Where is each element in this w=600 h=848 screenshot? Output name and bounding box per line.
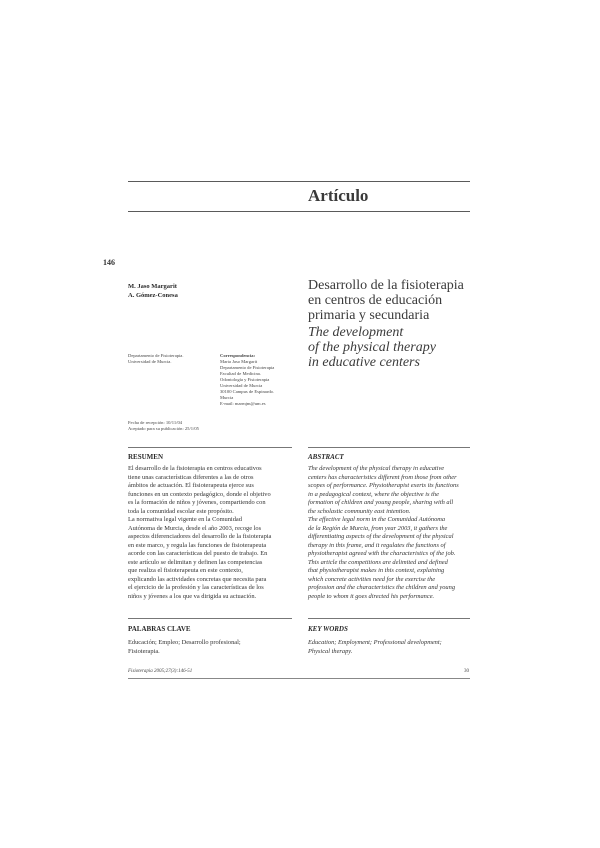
- text-line: explicando las actividades concretas que necesita para: [128, 575, 267, 583]
- correspondence-heading: Correspondencia:: [220, 353, 256, 358]
- text-line: This article the competitions are delimited and defined: [308, 558, 448, 566]
- author-name: M. Jaso Margarit: [128, 283, 177, 290]
- text-line: Fisioterapia.: [128, 647, 160, 655]
- resumen-rule: [128, 447, 292, 448]
- text-line: niños y jóvenes a los que va dirigida su actuación.: [128, 592, 257, 600]
- correspondence-line: Universidad de Murcia: [220, 383, 263, 388]
- abstract-text: [308, 465, 459, 601]
- correspondence-line: Murcia: [220, 395, 234, 400]
- text-line: formation of children and young people, sharing with all: [308, 499, 454, 506]
- text-line: Educación; Empleo; Desarrollo profesional;: [128, 639, 241, 646]
- key-words-text: [308, 639, 442, 656]
- correspondence-block: [220, 353, 274, 407]
- text-line: Autónoma de Murcia, desde el año 2003, recoge los: [128, 524, 262, 532]
- text-line: es la formación de niños y jóvenes, compartiendo con: [128, 499, 266, 506]
- text-line: profession and the characteristics the children and young: [308, 584, 456, 591]
- footer-citation: Fisioterapia 2005;27(3):146-51: [128, 669, 193, 674]
- abstract-rule: [308, 447, 470, 448]
- page-number: 146: [103, 258, 115, 267]
- affiliation: [128, 353, 184, 365]
- key-words-heading: KEY WORDS: [308, 625, 348, 633]
- text-line: centers has characteristics different from those from other: [308, 473, 457, 481]
- text-line: Physical therapy.: [308, 647, 353, 655]
- title-line: primaria y secundaria: [308, 308, 430, 323]
- text-line: scopes of performance. Physiotherapist exerts its functions: [308, 482, 459, 489]
- footer-rule: [128, 678, 470, 679]
- article-title-spanish: [308, 278, 464, 323]
- correspondence-line: Facultad de Medicina.: [220, 371, 261, 376]
- received-date: Fecha de recepción: 10/11/04: [128, 420, 183, 425]
- correspondence-email[interactable]: E-mail: marmjm@um.es: [220, 401, 266, 406]
- palabras-clave-rule: [128, 618, 292, 619]
- text-line: el ejercicio de la profesión y las características de los: [128, 584, 264, 591]
- text-line: which concrete activities need for the exercise the: [308, 575, 436, 583]
- text-line: funciones en un contexto pedagógico, donde el objetivo: [128, 490, 271, 498]
- footer-page-number: 30: [464, 669, 469, 674]
- title-line: The development: [308, 325, 404, 340]
- text-line: therapy in this frame, and it regulates the functions of: [308, 541, 446, 549]
- palabras-clave-heading: PALABRAS CLAVE: [128, 625, 191, 633]
- correspondence-line: 30100 Campus de Espinardo.: [220, 389, 275, 394]
- title-line: in educative centers: [308, 355, 420, 370]
- text-line: de la Región de Murcia, from year 2003, it gathers the: [308, 524, 448, 532]
- text-line: in a pedagogical context, where the objective is the: [308, 490, 439, 498]
- title-line: of the physical therapy: [308, 340, 436, 355]
- text-line: physiotherapist agreed with the characteristics of the job.: [308, 550, 456, 557]
- text-line: en este marco, y regula las funciones de fisioterapeuta: [128, 541, 267, 549]
- correspondence-line: Departamento de Fisioterapia: [220, 365, 275, 370]
- title-line: en centros de educación: [308, 293, 443, 308]
- text-line: differentiating aspects of the development of the physical: [308, 533, 454, 540]
- header-rule-top: [128, 181, 470, 182]
- header-rule-bottom: [128, 211, 470, 212]
- text-line: the scholastic community east intention.: [308, 507, 411, 515]
- accepted-date: Aceptado para su publicación: 25/1/05: [128, 426, 199, 431]
- author-list: [128, 282, 178, 300]
- palabras-clave-text: [128, 639, 241, 656]
- text-line: Education; Employment; Professional development;: [308, 639, 442, 646]
- text-line: El desarrollo de la fisioterapia en centros educativos: [128, 465, 262, 472]
- submission-dates: [128, 420, 199, 432]
- text-line: people to whom it goes directed his performance.: [308, 592, 435, 600]
- affiliation-line: Departamento de Fisioterapia.: [128, 353, 184, 358]
- text-line: The development of the physical therapy in educative: [308, 465, 445, 472]
- resumen-heading: RESUMEN: [128, 453, 164, 461]
- text-line: The effective legal norm in the Comunidad Autónoma: [308, 516, 446, 523]
- text-line: este artículo se delimitan y definen las competencias: [128, 558, 263, 566]
- text-line: que realiza el fisioterapeuta en este contexto,: [128, 567, 243, 574]
- author-name: A. Gómez-Conesa: [128, 292, 178, 299]
- text-line: tiene unas características diferentes a las de otros: [128, 473, 254, 481]
- key-words-rule: [308, 618, 470, 619]
- text-line: La normativa legal vigente en la Comunidad: [128, 516, 242, 523]
- text-line: aspectos diferenciadores del desarrollo de la fisioterapia: [128, 533, 272, 540]
- correspondence-line: Odontología y Fisioterapia: [220, 377, 270, 382]
- text-line: acorde con las características del puesto de trabajo. En: [128, 550, 268, 557]
- text-line: ámbitos de actuación. El fisioterapeuta ejerce sus: [128, 482, 254, 489]
- section-title: Artículo: [308, 186, 369, 205]
- affiliation-line: Universidad de Murcia.: [128, 359, 172, 364]
- resumen-text: [128, 465, 271, 601]
- text-line: that physiotherapist makes in this context, explaining: [308, 567, 445, 574]
- correspondence-line: Marta Jaso Margarit: [220, 359, 258, 364]
- text-line: toda la comunidad escolar este propósito.: [128, 507, 234, 515]
- article-title-english: [308, 325, 436, 370]
- title-line: Desarrollo de la fisioterapia: [308, 278, 464, 293]
- abstract-heading: ABSTRACT: [308, 453, 344, 461]
